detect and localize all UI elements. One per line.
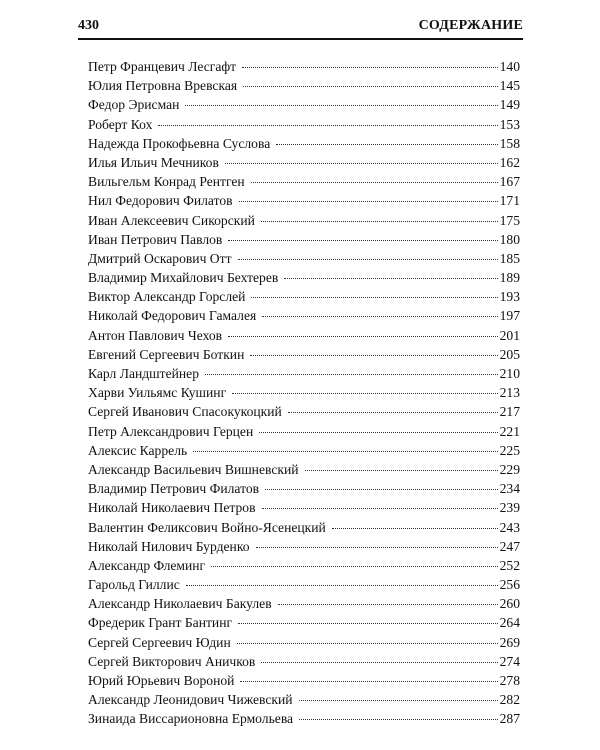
- toc-entry-page: 171: [499, 193, 520, 209]
- toc-entry-name: Сергей Сергеевич Юдин: [88, 634, 231, 650]
- toc-entry-page: 175: [499, 212, 520, 228]
- toc-entry-name: Николай Федорович Гамалея: [88, 308, 257, 324]
- dot-leader: [262, 316, 497, 317]
- page-number: 430: [78, 18, 99, 33]
- toc-entry-name: Владимир Петрович Филатов: [88, 481, 260, 497]
- toc-entry: [88, 460, 520, 479]
- toc-entry: [88, 383, 520, 402]
- dot-leader: [332, 528, 498, 529]
- toc-entry: [88, 441, 520, 460]
- toc-entry-name: Роберт Кох: [88, 116, 153, 132]
- dot-leader: [288, 412, 498, 413]
- toc-entry-name: Сергей Иванович Спасокукоцкий: [88, 404, 282, 420]
- toc-entry-page: 278: [499, 673, 520, 688]
- toc-entry: [88, 690, 520, 709]
- dot-leader: [251, 182, 498, 183]
- dot-leader: [256, 547, 498, 548]
- dot-leader: [228, 240, 497, 241]
- dot-leader: [238, 259, 498, 260]
- toc-entry-page: 149: [499, 97, 520, 113]
- toc-entry-name: Юлия Петровна Вревская: [88, 78, 238, 94]
- dot-leader: [305, 470, 498, 471]
- toc-entry-page: 197: [499, 308, 520, 324]
- toc-entry-name: Евгений Сергеевич Боткин: [88, 346, 245, 362]
- dot-leader: [265, 489, 498, 490]
- toc-entry-page: 234: [499, 481, 520, 497]
- toc-entry-name: Гарольд Гиллис: [88, 577, 180, 593]
- toc-entry: [88, 402, 520, 421]
- toc-entry-page: 260: [499, 596, 520, 612]
- toc-entry-name: Александр Леонидович Чижевский: [88, 692, 293, 708]
- toc-entry: [88, 671, 520, 690]
- toc-entry: [88, 537, 520, 556]
- toc-entry: [88, 134, 520, 153]
- toc-entry-name: Иван Алексеевич Сикорский: [88, 212, 255, 228]
- dot-leader: [158, 125, 497, 126]
- toc-entry-page: 287: [499, 711, 520, 727]
- toc-entry-page: 162: [499, 154, 520, 170]
- toc-entry-name: Александр Николаевич Бакулев: [88, 596, 272, 612]
- toc-entry-page: 252: [499, 557, 520, 573]
- toc-entry-name: Валентин Феликсович Войно-Ясенецкий: [88, 519, 326, 535]
- toc-entry-page: 167: [499, 174, 520, 190]
- toc-entry-page: 239: [499, 500, 520, 516]
- toc-entry-page: 217: [499, 404, 520, 420]
- dot-leader: [299, 719, 498, 720]
- toc-entry: [88, 57, 520, 76]
- dot-leader: [276, 144, 497, 145]
- toc-entry-page: 213: [499, 385, 520, 401]
- dot-leader: [211, 566, 497, 567]
- toc-entry: [88, 613, 520, 632]
- toc-entry: [88, 575, 520, 594]
- toc-entry-page: 145: [499, 78, 520, 94]
- toc-entry-page: 189: [499, 270, 520, 286]
- toc-entry-name: Александр Флеминг: [88, 557, 206, 573]
- toc-entry-page: 256: [499, 577, 520, 593]
- toc-entry: [88, 172, 520, 191]
- toc-entry-page: 247: [499, 538, 520, 554]
- toc-entry: [88, 306, 520, 325]
- toc-entry-page: 229: [499, 461, 520, 477]
- toc-entry: [88, 633, 520, 652]
- toc-entry: [88, 422, 520, 441]
- toc-entry-name: Николай Нилович Бурденко: [88, 538, 250, 554]
- dot-leader: [237, 643, 498, 644]
- dot-leader: [185, 105, 497, 106]
- toc-entry-name: Петр Францевич Лесгафт: [88, 59, 237, 74]
- dot-leader: [193, 451, 497, 452]
- dot-leader: [262, 508, 498, 509]
- toc-entry-page: 274: [499, 653, 520, 669]
- toc-entry-name: Виктор Александр Горслей: [88, 289, 246, 305]
- toc-entry-name: Владимир Михайлович Бехтерев: [88, 270, 279, 286]
- dot-leader: [259, 432, 497, 433]
- toc-entry: [88, 556, 520, 575]
- toc-entry-page: 180: [499, 231, 520, 247]
- dot-leader: [243, 86, 497, 87]
- toc-entry-name: Харви Уильямс Кушинг: [88, 385, 227, 401]
- toc-entry-name: Иван Петрович Павлов: [88, 231, 223, 247]
- table-of-contents: [88, 57, 520, 729]
- dot-leader: [232, 393, 497, 394]
- toc-entry-page: 153: [499, 116, 520, 132]
- dot-leader: [278, 604, 498, 605]
- toc-entry: [88, 364, 520, 383]
- dot-leader: [205, 374, 498, 375]
- toc-entry-page: 158: [499, 135, 520, 151]
- dot-leader: [299, 700, 498, 701]
- dot-leader: [261, 221, 498, 222]
- dot-leader: [238, 623, 498, 624]
- page-header: [78, 10, 523, 40]
- dot-leader: [284, 278, 497, 279]
- toc-entry-page: 201: [499, 327, 520, 343]
- toc-entry: [88, 211, 520, 230]
- toc-entry: [88, 95, 520, 114]
- toc-entry: [88, 76, 520, 95]
- toc-entry-name: Илья Ильич Мечников: [88, 154, 219, 170]
- dot-leader: [250, 355, 497, 356]
- toc-entry-page: 243: [499, 519, 520, 535]
- toc-entry-name: Алексис Каррель: [88, 442, 188, 458]
- dot-leader: [225, 163, 498, 164]
- toc-entry: [88, 652, 520, 671]
- dot-leader: [240, 681, 497, 682]
- toc-entry: [88, 115, 520, 134]
- toc-entry-name: Зинаида Виссарионовна Ермольева: [88, 711, 294, 727]
- toc-entry: [88, 479, 520, 498]
- toc-entry: [88, 594, 520, 613]
- toc-entry: [88, 709, 520, 728]
- toc-entry-name: Дмитрий Оскарович Отт: [88, 250, 232, 266]
- toc-entry-page: 282: [499, 692, 520, 708]
- toc-entry-page: 185: [499, 250, 520, 266]
- dot-leader: [228, 336, 498, 337]
- toc-entry: [88, 249, 520, 268]
- toc-entry: [88, 153, 520, 172]
- toc-entry-page: 225: [499, 442, 520, 458]
- toc-entry: [88, 268, 520, 287]
- toc-entry-page: 193: [499, 289, 520, 305]
- toc-entry-page: 140: [499, 59, 520, 74]
- toc-entry-page: 264: [499, 615, 520, 631]
- toc-entry-name: Николай Николаевич Петров: [88, 500, 256, 516]
- dot-leader: [239, 201, 498, 202]
- dot-leader: [242, 67, 497, 68]
- toc-entry-name: Петр Александрович Герцен: [88, 423, 254, 439]
- toc-entry-page: 269: [499, 634, 520, 650]
- running-title: СОДЕРЖАНИЕ: [418, 18, 523, 33]
- toc-entry-name: Вильгельм Конрад Рентген: [88, 174, 245, 190]
- toc-entry-name: Карл Ландштейнер: [88, 366, 199, 381]
- toc-entry: [88, 518, 520, 537]
- toc-entry: [88, 345, 520, 364]
- toc-entry: [88, 230, 520, 249]
- toc-entry: [88, 498, 520, 517]
- toc-entry: [88, 326, 520, 345]
- toc-entry-name: Александр Васильевич Вишневский: [88, 461, 299, 477]
- toc-entry-name: Фредерик Грант Бантинг: [88, 615, 233, 631]
- toc-entry-name: Антон Павлович Чехов: [88, 327, 223, 343]
- toc-entry-name: Федор Эрисман: [88, 97, 180, 113]
- toc-entry-name: Нил Федорович Филатов: [88, 193, 233, 209]
- toc-entry: [88, 287, 520, 306]
- dot-leader: [261, 662, 497, 663]
- toc-entry-name: Юрий Юрьевич Вороной: [88, 673, 235, 688]
- toc-entry-page: 210: [499, 366, 520, 381]
- dot-leader: [251, 297, 497, 298]
- toc-entry-name: Надежда Прокофьевна Суслова: [88, 135, 271, 151]
- toc-entry-page: 205: [499, 346, 520, 362]
- toc-entry-page: 221: [499, 423, 520, 439]
- dot-leader: [186, 585, 498, 586]
- toc-entry-name: Сергей Викторович Аничков: [88, 653, 256, 669]
- toc-entry: [88, 191, 520, 210]
